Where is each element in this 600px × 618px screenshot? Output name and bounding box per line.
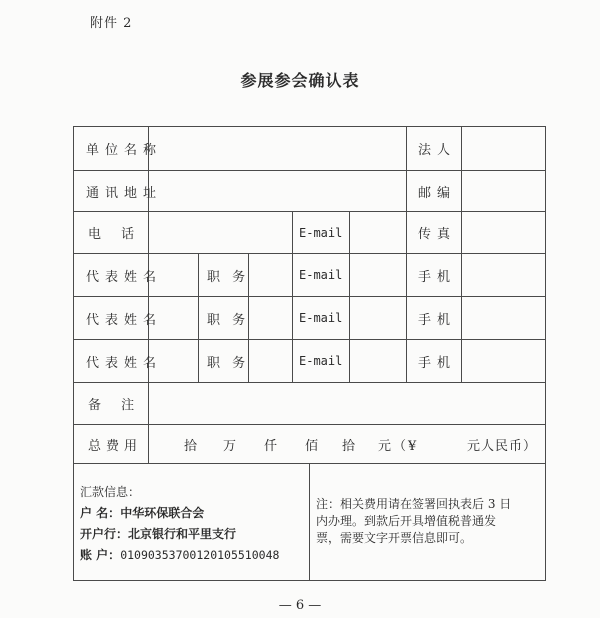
position-field[interactable] [249,297,292,339]
phone-field[interactable] [149,212,292,253]
bank-label: 开户行： [80,527,129,541]
account-name-label: 户 名： [80,506,121,520]
remittance-heading: 汇款信息： [80,485,141,499]
fee-unit-2: 万 [223,438,237,454]
fee-unit-5: 拾 [342,438,356,454]
mobile-field[interactable] [462,254,545,296]
label-position: 职 务 [207,355,250,371]
label-address: 通讯地址 [86,185,163,201]
table-border-left [73,126,74,581]
bank-value: 北京银行和平里支行 [128,527,237,541]
label-mobile: 手机 [418,269,457,285]
label-email: E-mail [299,225,343,240]
note-line: 内办理。到款后开具增值税普通发 [316,514,497,528]
table-border-right [545,126,546,581]
bank-row [80,526,306,543]
note-line: 注：相关费用请在签署回执表后 3 日 [316,497,512,511]
attachment-label: 附件 2 [90,16,133,31]
currency-suffix: 元人民币） [467,438,538,454]
email-field[interactable] [350,340,406,382]
fax-field[interactable] [462,212,545,253]
label-legal-person: 法人 [418,143,457,158]
form-title: 参展参会确认表 [240,71,360,90]
rep-name-field[interactable] [149,340,198,382]
legal-person-field[interactable] [462,127,545,170]
email-field[interactable] [350,254,406,296]
position-field[interactable] [249,340,292,382]
page-number: — 6 — [278,598,322,613]
email-field[interactable] [350,212,406,253]
label-position: 职 务 [207,312,250,328]
table-border-bottom [73,580,546,581]
col-divider [406,126,407,382]
account-name-row [80,505,306,522]
label-mobile: 手机 [418,355,457,371]
fee-unit-3: 仟 [264,438,278,454]
postcode-field[interactable] [462,171,545,211]
account-name-value: 中华环保联合会 [120,506,205,520]
label-total-fee: 总费用 [88,438,143,454]
fee-unit-4: 佰 [305,438,319,454]
rep-name-field[interactable] [149,297,198,339]
unit-name-field[interactable] [149,127,406,170]
remark-field[interactable] [149,383,545,424]
col-divider [309,463,310,580]
label-position: 职 务 [207,269,250,285]
fee-unit-6: 元（¥ [378,438,419,454]
rep-name-field[interactable] [149,254,198,296]
mobile-field[interactable] [462,340,545,382]
label-email: E-mail [299,311,343,325]
account-number-value: 01090353700120105510048 [120,548,280,562]
col-divider [198,253,199,382]
note-line: 票，需要文字开票信息即可。 [316,531,473,545]
label-mobile: 手机 [418,312,457,328]
address-field[interactable] [149,171,406,211]
position-field[interactable] [249,254,292,296]
col-divider [292,211,293,382]
label-rep-name: 代表姓名 [86,312,163,328]
remittance-info [80,484,306,564]
label-unit-name: 单位名称 [86,143,163,158]
label-postcode: 邮编 [418,185,457,201]
fee-unit-1: 拾 [184,438,198,454]
label-phone: 电 话 [88,227,143,242]
email-field[interactable] [350,297,406,339]
label-fax: 传真 [418,227,457,242]
label-rep-name: 代表姓名 [86,355,163,371]
mobile-field[interactable] [462,297,545,339]
label-email: E-mail [299,268,343,282]
label-email: E-mail [299,354,343,368]
account-number-label: 账 户： [80,548,121,562]
label-remark: 备 注 [88,398,143,413]
payment-note [316,496,542,547]
account-number-row [80,547,306,564]
label-rep-name: 代表姓名 [86,269,163,285]
